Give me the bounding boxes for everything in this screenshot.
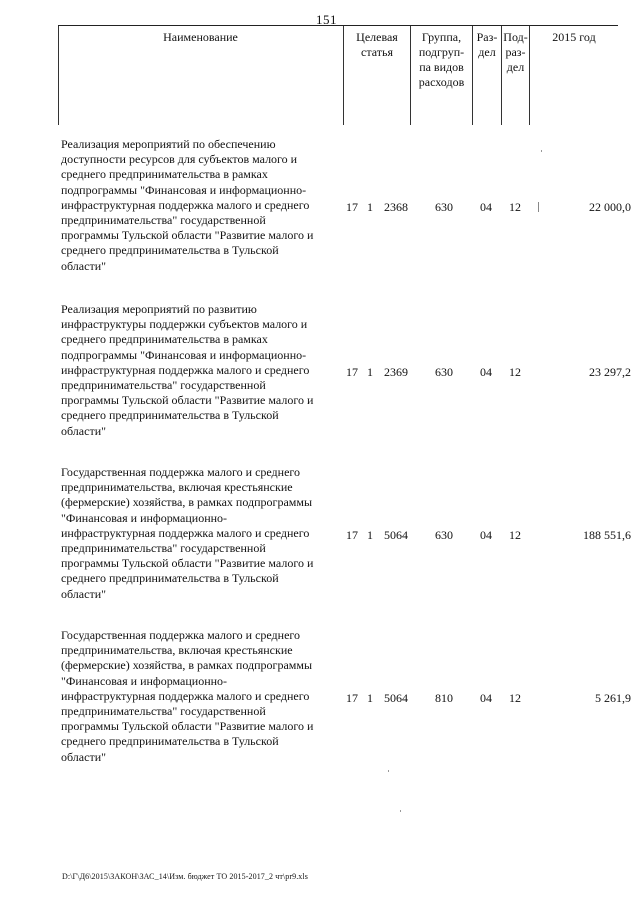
scan-speck [541,150,542,152]
header-section: Раз- дел [476,30,498,59]
target-program-code: 17 [346,691,358,705]
file-path-footer: D:\Г\Д6\2015\ЗАКОН\ЗАС_14\Изм. бюджет ТО 2015-2017_2 чт\pr9.xls [62,872,308,881]
target-subprogram-code: 1 [367,365,373,379]
header-expense-group: Группа, подгруп- па видов расходов [418,30,465,89]
section-code: 04 [480,691,492,705]
row-name: Государственная поддержка малого и среднего предпринимательства, включая крестьянские (фермерские) хозяйства, в рамках подпрограммы "Финансовая и информационно- инфраструктурная поддержка малого и среднего предпринимательства" государственной программы Тульской области "Развитие малого и среднего предпринимательства в Тульской области" [61,465,314,601]
target-subprogram-code: 1 [367,200,373,214]
amount-2015: 5 261,9 [595,691,631,705]
amount-2015: 22 000,0 [589,200,631,214]
subsection-code: 12 [509,691,521,705]
row-name: Государственная поддержка малого и среднего предпринимательства, включая крестьянские (фермерские) хозяйства, в рамках подпрограммы "Финансовая и информационно- инфраструктурная поддержка малого и среднего предпринимательства" государственной программы Тульской области "Развитие малого и среднего предпринимательства в Тульской области" [61,628,314,764]
subsection-code: 12 [509,365,521,379]
target-direction-code: 2368 [384,200,408,214]
row-name: Реализация мероприятий по обеспечению доступности ресурсов для субъектов малого и среднего предпринимательства в рамках подпрограммы "Финансовая и информационно- инфраструктурная поддержка малого и среднего предпринимательства" государственной программы Тульской области "Развитие малого и среднего предпринимательства в Тульской области" [61,137,314,273]
header-subsection: Под- раз- дел [503,30,528,74]
row-name: Реализация мероприятий по развитию инфраструктуры поддержки субъектов малого и среднего предпринимательства в рамках подпрограммы "Финансовая и информационно- инфраструктурная поддержка малого и среднего предпринимательства" государственной программы Тульской области "Развитие малого и среднего предпринимательства в Тульской области" [61,302,314,438]
target-program-code: 17 [346,365,358,379]
page-number: 151 [316,12,337,27]
header-name: Наименование [163,30,238,44]
header-target-article: Целевая статья [356,30,398,59]
scan-speck [538,202,539,212]
amount-2015: 23 297,2 [589,365,631,379]
expense-group-code: 630 [435,200,453,214]
target-program-code: 17 [346,528,358,542]
header-year: 2015 год [552,30,596,44]
target-direction-code: 5064 [384,691,408,705]
scan-speck [400,810,401,812]
amount-2015: 188 551,6 [583,528,631,542]
target-program-code: 17 [346,200,358,214]
scan-speck [388,770,389,772]
subsection-code: 12 [509,200,521,214]
target-subprogram-code: 1 [367,691,373,705]
section-code: 04 [480,528,492,542]
subsection-code: 12 [509,528,521,542]
section-code: 04 [480,365,492,379]
table-header [58,25,618,125]
expense-group-code: 630 [435,528,453,542]
expense-group-code: 630 [435,365,453,379]
expense-group-code: 810 [435,691,453,705]
target-direction-code: 5064 [384,528,408,542]
target-subprogram-code: 1 [367,528,373,542]
section-code: 04 [480,200,492,214]
target-direction-code: 2369 [384,365,408,379]
